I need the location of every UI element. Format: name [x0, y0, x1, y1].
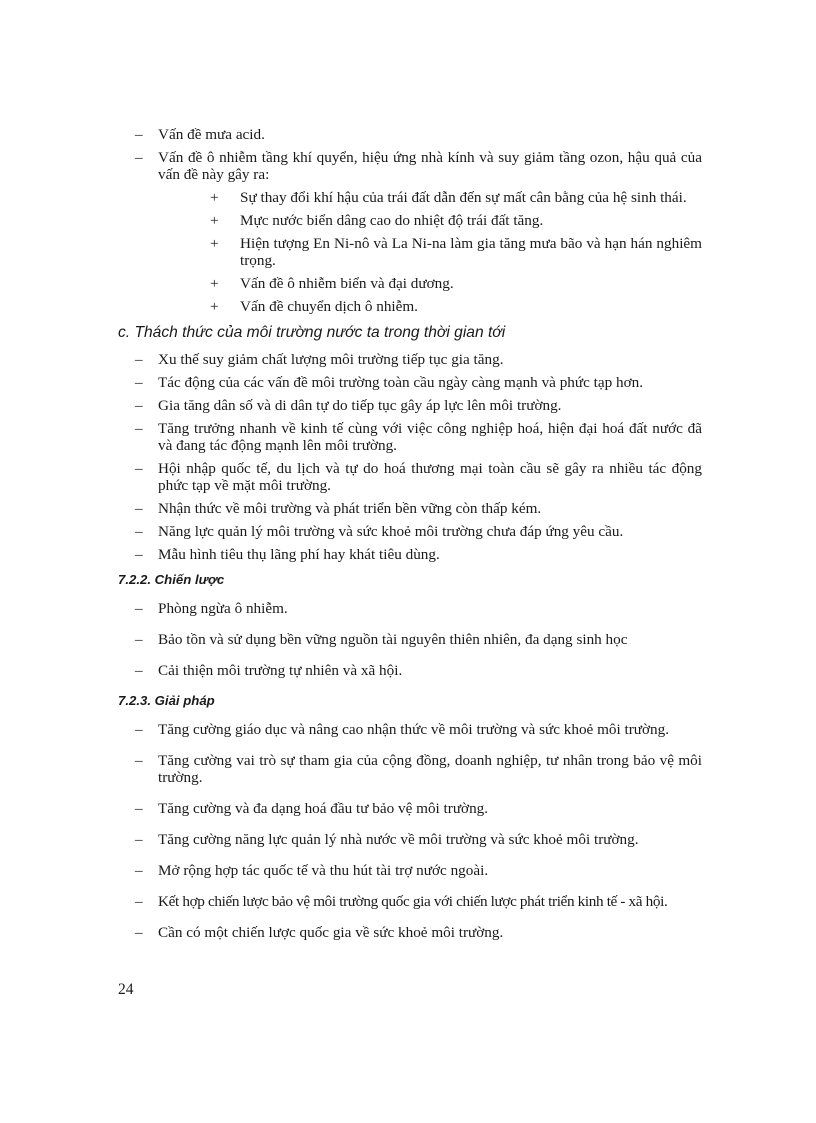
list-item-text: Vấn đề ô nhiễm tầng khí quyển, hiệu ứng nhà kính và suy giảm tầng ozon, hậu quả của vấn đề này gây ra: [158, 149, 702, 183]
list-item: – Tăng cường vai trò sự tham gia của cộng đồng, doanh nghiệp, tư nhân trong bảo vệ môi trường. [118, 752, 702, 786]
list-item: – Bảo tồn và sử dụng bền vững nguồn tài nguyên thiên nhiên, đa dạng sinh học [118, 631, 702, 648]
list-item: – Kết hợp chiến lược bảo vệ môi trường quốc gia với chiến lược phát triển kinh tế - xã hội. [118, 893, 702, 910]
page-number: 24 [118, 981, 134, 998]
sub-list-item: + Mực nước biển dâng cao do nhiệt độ trái đất tăng. [158, 212, 702, 229]
solutions-list [118, 721, 702, 941]
list-item: – Xu thế suy giảm chất lượng môi trường tiếp tục gia tăng. [118, 351, 702, 368]
page-content [118, 126, 702, 955]
list-item: – Hội nhập quốc tế, du lịch và tự do hoá thương mại toàn cầu sẽ gây ra nhiều tác động phức tạp về mặt môi trường. [118, 460, 702, 494]
list-item: – Nhận thức về môi trường và phát triển bền vững còn thấp kém. [118, 500, 702, 517]
list-item: – Cần có một chiến lược quốc gia về sức khoẻ môi trường. [118, 924, 702, 941]
sub-list-item: + Vấn đề ô nhiễm biển và đại dương. [158, 275, 702, 292]
list-item: – Mẫu hình tiêu thụ lãng phí hay khát tiêu dùng. [118, 546, 702, 563]
list-item: – Tác động của các vấn đề môi trường toàn cầu ngày càng mạnh và phức tạp hơn. [118, 374, 702, 391]
list-item: – Mở rộng hợp tác quốc tế và thu hút tài trợ nước ngoài. [118, 862, 702, 879]
list-item [118, 149, 702, 315]
list-item: – Tăng trưởng nhanh về kinh tế cùng với việc công nghiệp hoá, hiện đại hoá đất nước đã và đang tác động mạnh lên môi trường. [118, 420, 702, 454]
strategy-heading: 7.2.2. Chiến lược [118, 572, 225, 587]
sub-list-item: + Vấn đề chuyển dịch ô nhiễm. [158, 298, 702, 315]
list-item: – Tăng cường giáo dục và nâng cao nhận thức về môi trường và sức khoẻ môi trường. [118, 721, 702, 738]
list-item: – Phòng ngừa ô nhiễm. [118, 600, 702, 617]
challenges-list [118, 351, 702, 563]
sub-list-item: + Hiện tượng En Ni-nô và La Ni-na làm gia tăng mưa bão và hạn hán nghiêm trọng. [158, 235, 702, 269]
top-issues-list [118, 126, 702, 315]
sub-list-item: + Sự thay đổi khí hậu của trái đất dẫn đến sự mất cân bằng của hệ sinh thái. [158, 189, 702, 206]
strategy-list [118, 600, 702, 679]
solutions-heading: 7.2.3. Giải pháp [118, 693, 215, 708]
challenges-heading: c. Thách thức của môi trường nước ta trong thời gian tới [118, 324, 506, 341]
list-item: – Vấn đề mưa acid. [118, 126, 702, 143]
list-item: – Tăng cường và đa dạng hoá đầu tư bảo vệ môi trường. [118, 800, 702, 817]
list-item: – Năng lực quản lý môi trường và sức khoẻ môi trường chưa đáp ứng yêu cầu. [118, 523, 702, 540]
list-item: – Tăng cường năng lực quản lý nhà nước về môi trường và sức khoẻ môi trường. [118, 831, 702, 848]
consequences-list [158, 189, 702, 315]
list-item: – Gia tăng dân số và di dân tự do tiếp tục gây áp lực lên môi trường. [118, 397, 702, 414]
list-item: – Cải thiện môi trường tự nhiên và xã hội. [118, 662, 702, 679]
